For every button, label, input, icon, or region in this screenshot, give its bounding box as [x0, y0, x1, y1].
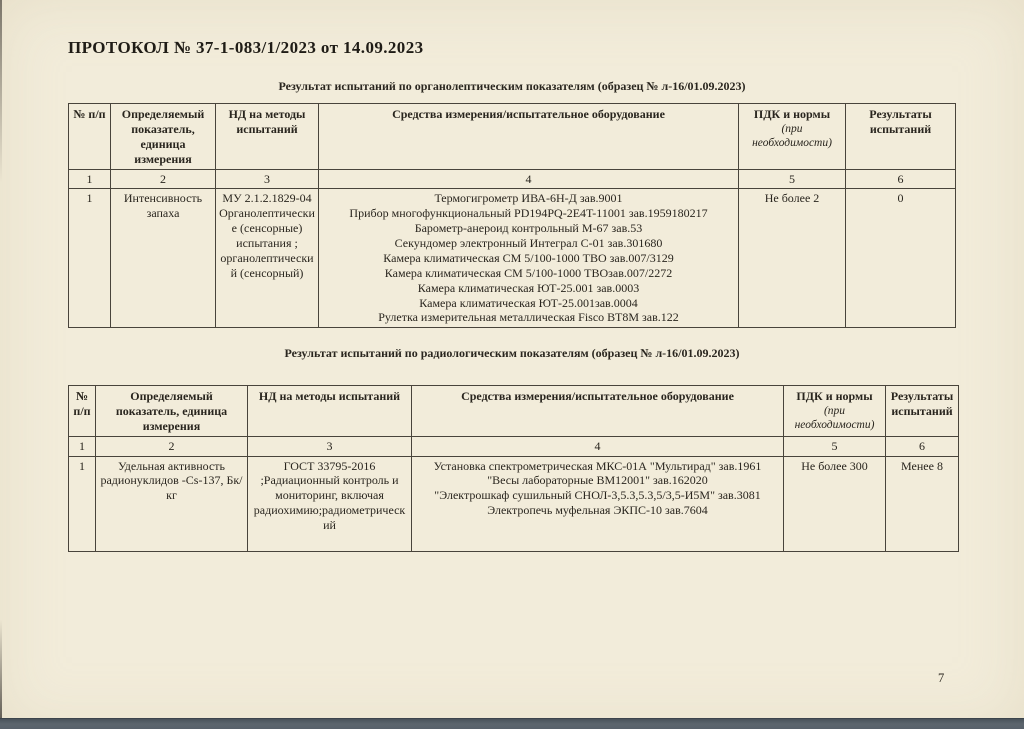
col-header-indicator: Определяемый показатель, единица измерения: [111, 104, 216, 170]
column-number-row: [69, 169, 956, 189]
organoleptic-results-table: [68, 103, 956, 328]
scan-left-edge: [0, 0, 2, 729]
equipment-line: Прибор многофункциональный PD194PQ-2E4T-11001 зав.1959180217: [349, 206, 708, 221]
equipment-line: Камера климатическая ЮТ-25.001зав.0004: [419, 295, 638, 310]
col-number: 5: [784, 436, 886, 456]
cell-result: 0: [846, 189, 956, 328]
equipment-line: Барометр-анероид контрольный М-67 зав.53: [414, 221, 643, 236]
cell-indicator: Интенсивность запаха: [111, 189, 216, 328]
equipment-line: Рулетка измерительная металлическая Fisco ВТ8М зав.122: [378, 310, 679, 325]
equipment-line: "Весы лабораторные ВМ12001" зав.162020: [487, 473, 708, 488]
scanner-edge: [0, 718, 1024, 729]
cell-equipment: [319, 189, 739, 328]
col-number: 3: [216, 169, 319, 189]
cell-method: МУ 2.1.2.1829-04 Органолептические (сенсорные) испытания ; органолептический (сенсорный): [216, 189, 319, 328]
col-header-method: НД на методы испытаний: [216, 104, 319, 170]
table-row: [69, 189, 956, 328]
col-header-limit-main: ПДК и нормы: [796, 389, 873, 403]
col-header-method: НД на методы испытаний: [248, 386, 412, 437]
col-header-indicator: Определяемый показатель, единица измерения: [96, 386, 248, 437]
col-header-equipment: Средства измерения/испытательное оборудование: [412, 386, 784, 437]
col-number: 4: [319, 169, 739, 189]
col-header-limit-note: (при необходимости): [752, 122, 832, 150]
equipment-line: Камера климатическая СМ 5/100-1000 ТВОзав.007/2272: [384, 265, 673, 280]
equipment-line: Установка спектрометрическая МКС-01А "Мультирад" зав.1961: [433, 458, 762, 473]
col-number: 6: [846, 169, 956, 189]
table1-caption: Результат испытаний по органолептическим показателям (образец № л-16/01.09.2023): [278, 79, 746, 93]
col-number: 3: [248, 436, 412, 456]
col-header-limit: [784, 386, 886, 437]
cell-limit: Не более 300: [784, 456, 886, 551]
cell-result: Менее 8: [886, 456, 959, 551]
radiological-results-table: [68, 385, 959, 552]
col-header-num: № п/п: [69, 104, 111, 170]
table-row: [69, 456, 959, 551]
cell-method: ГОСТ 33795-2016 ;Радиационный контроль и мониторинг, включая радиохимию;радиометрический: [248, 456, 412, 551]
equipment-line: Электропечь муфельная ЭКПС-10 зав.7604: [487, 503, 708, 518]
cell-limit: Не более 2: [739, 189, 846, 328]
column-number-row: [69, 436, 959, 456]
table-header-row: [69, 104, 956, 170]
page-number: 7: [938, 671, 945, 685]
col-number: 6: [886, 436, 959, 456]
table2-caption: Результат испытаний по радиологическим показателям (образец № л-16/01.09.2023): [284, 346, 740, 360]
cell-row-num: 1: [69, 189, 111, 328]
col-number: 2: [96, 436, 248, 456]
col-number: 4: [412, 436, 784, 456]
col-header-result: Результаты испытаний: [886, 386, 959, 437]
equipment-line: Камера климатическая СМ 5/100-1000 ТВО зав.007/3129: [383, 250, 674, 265]
equipment-line: Термогигрометр ИВА-6Н-Д зав.9001: [434, 191, 623, 206]
col-number: 5: [739, 169, 846, 189]
col-header-num: № п/п: [69, 386, 96, 437]
equipment-line: Камера климатическая ЮТ-25.001 зав.0003: [417, 280, 640, 295]
cell-row-num: 1: [69, 456, 96, 551]
table-header-row: [69, 386, 959, 437]
col-header-equipment: Средства измерения/испытательное оборудование: [319, 104, 739, 170]
col-header-limit: [739, 104, 846, 170]
col-header-limit-main: ПДК и нормы: [753, 107, 831, 121]
col-number: 2: [111, 169, 216, 189]
cell-equipment: [412, 456, 784, 551]
cell-indicator: Удельная активность радионуклидов -Cs-137, Бк/кг: [96, 456, 248, 551]
col-header-result: Результаты испытаний: [846, 104, 956, 170]
col-number: 1: [69, 169, 111, 189]
equipment-line: "Электрошкаф сушильный СНОЛ-3,5.3,5.3,5/3,5-И5М" зав.3081: [434, 488, 761, 503]
equipment-line: Секундомер электронный Интеграл С-01 зав.301680: [394, 236, 663, 250]
col-header-limit-note: (при необходимости): [794, 404, 875, 432]
page-title: ПРОТОКОЛ № 37-1-083/1/2023 от 14.09.2023: [68, 38, 424, 57]
col-number: 1: [69, 436, 96, 456]
